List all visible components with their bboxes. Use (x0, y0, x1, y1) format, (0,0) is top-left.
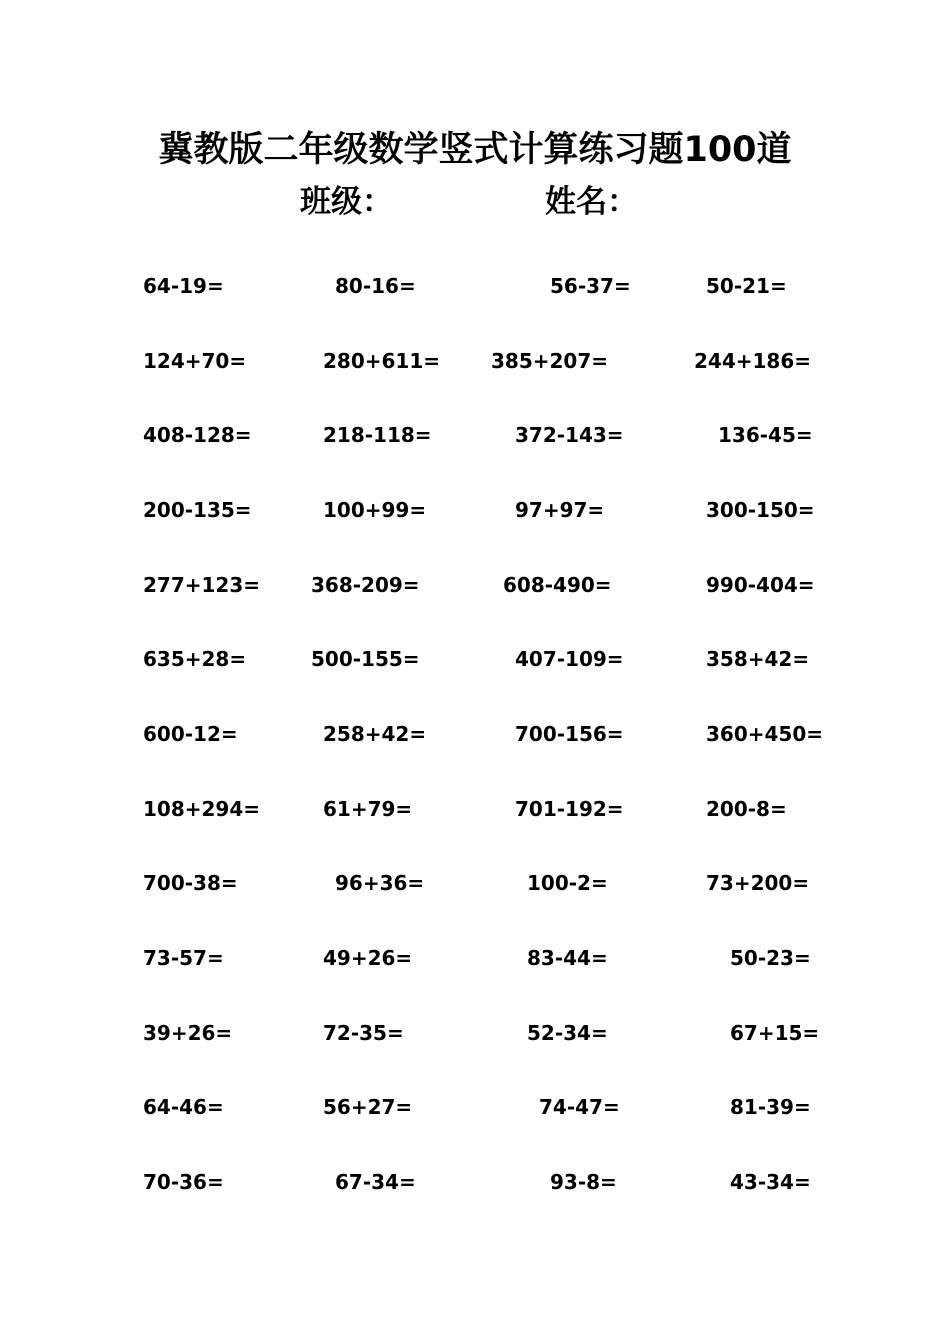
problem-item: 56-37= (550, 274, 631, 298)
problem-item: 360+450= (706, 722, 824, 746)
problem-item: 83-44= (527, 946, 608, 970)
problem-item: 67+15= (730, 1021, 820, 1045)
problem-item: 64-46= (143, 1095, 224, 1119)
problem-item: 358+42= (706, 647, 810, 671)
problem-item: 407-109= (515, 647, 624, 671)
problem-item: 49+26= (323, 946, 413, 970)
problem-item: 700-38= (143, 871, 238, 895)
problem-item: 277+123= (143, 573, 261, 597)
problem-item: 81-39= (730, 1095, 811, 1119)
problem-item: 50-23= (730, 946, 811, 970)
problem-item: 200-8= (706, 797, 787, 821)
problem-item: 136-45= (718, 423, 813, 447)
problem-item: 64-19= (143, 274, 224, 298)
problem-item: 74-47= (539, 1095, 620, 1119)
problem-item: 73+200= (706, 871, 810, 895)
problem-item: 280+611= (323, 349, 441, 373)
problem-item: 124+70= (143, 349, 247, 373)
problem-item: 67-34= (335, 1170, 416, 1194)
problem-item: 43-34= (730, 1170, 811, 1194)
problem-item: 100+99= (323, 498, 427, 522)
problem-item: 72-35= (323, 1021, 404, 1045)
problem-item: 990-404= (706, 573, 815, 597)
problem-item: 39+26= (143, 1021, 233, 1045)
problem-item: 70-36= (143, 1170, 224, 1194)
problem-item: 408-128= (143, 423, 252, 447)
problem-item: 600-12= (143, 722, 238, 746)
page-title: 冀教版二年级数学竖式计算练习题100道 (158, 130, 792, 170)
problem-item: 700-156= (515, 722, 624, 746)
problem-item: 96+36= (335, 871, 425, 895)
problem-item: 200-135= (143, 498, 252, 522)
problem-item: 80-16= (335, 274, 416, 298)
problem-item: 368-209= (311, 573, 420, 597)
problem-item: 218-118= (323, 423, 432, 447)
problem-item: 50-21= (706, 274, 787, 298)
problem-item: 100-2= (527, 871, 608, 895)
problem-item: 56+27= (323, 1095, 413, 1119)
problem-item: 385+207= (491, 349, 609, 373)
problem-item: 701-192= (515, 797, 624, 821)
problem-item: 244+186= (694, 349, 812, 373)
problem-item: 52-34= (527, 1021, 608, 1045)
class-label: 班级： (300, 184, 393, 220)
problem-item: 93-8= (550, 1170, 617, 1194)
problem-item: 73-57= (143, 946, 224, 970)
problem-item: 97+97= (515, 498, 605, 522)
problem-item: 608-490= (503, 573, 612, 597)
problem-item: 372-143= (515, 423, 624, 447)
problem-item: 500-155= (311, 647, 420, 671)
name-label: 姓名： (545, 184, 638, 220)
problem-item: 108+294= (143, 797, 261, 821)
problem-item: 300-150= (706, 498, 815, 522)
problem-item: 635+28= (143, 647, 247, 671)
problem-item: 258+42= (323, 722, 427, 746)
problem-item: 61+79= (323, 797, 413, 821)
